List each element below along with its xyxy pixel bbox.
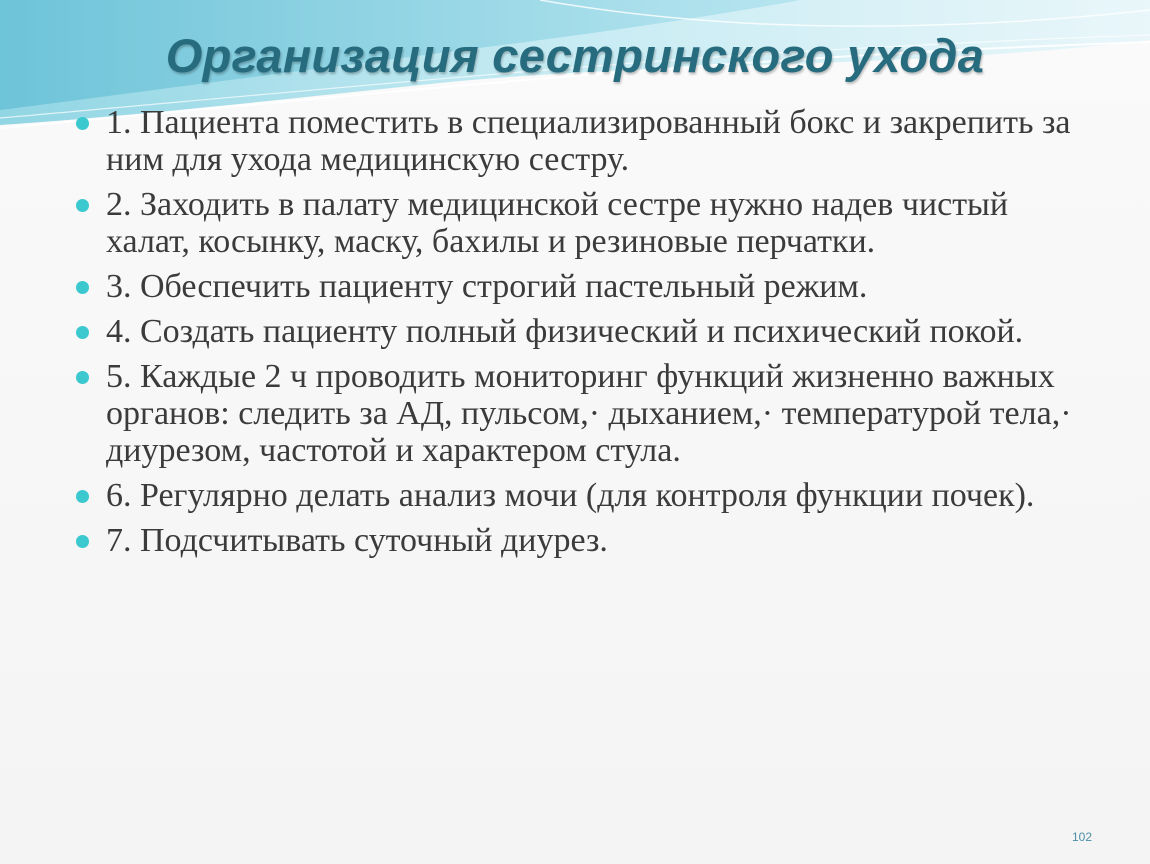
bullet-dot-icon xyxy=(76,490,89,503)
bullet-dot-icon xyxy=(76,371,89,384)
page-number: 102 xyxy=(1071,830,1092,844)
list-item xyxy=(72,268,1072,305)
list-item-text: 5. Каждые 2 ч проводить мониторинг функций жизненно важных органов: следить за АД, пульсом,· дыханием,· температурой тела,· диурезом, частотой и характером стула. xyxy=(106,358,1072,469)
list-item-text: 4. Создать пациенту полный физический и психический покой. xyxy=(106,313,1024,350)
list-item xyxy=(72,522,1072,559)
list-item-text: 3. Обеспечить пациенту строгий пастельный режим. xyxy=(106,268,868,305)
bullet-dot-icon xyxy=(76,326,89,339)
list-item-text: 6. Регулярно делать анализ мочи (для контроля функции почек). xyxy=(106,477,1035,514)
bullet-dot-icon xyxy=(76,199,89,212)
list-item xyxy=(72,186,1072,260)
list-item-text: 7. Подсчитывать суточный диурез. xyxy=(106,522,608,559)
bullet-dot-icon xyxy=(76,117,89,130)
list-item-text: 1. Пациента поместить в специализированный бокс и закрепить за ним для ухода медицинскую сестру. xyxy=(106,104,1071,178)
list-item xyxy=(72,358,1072,469)
list-item xyxy=(72,313,1072,350)
list-item xyxy=(72,104,1072,178)
bullet-dot-icon xyxy=(76,535,89,548)
slide-title: Организация сестринского ухода xyxy=(165,29,985,82)
list-item xyxy=(72,477,1072,514)
list-item-text: 2. Заходить в палату медицинской сестре нужно надев чистый халат, косынку, маску, бахилы и резиновые перчатки. xyxy=(106,186,1009,260)
bullet-list xyxy=(72,104,1072,567)
bullet-dot-icon xyxy=(76,281,89,294)
